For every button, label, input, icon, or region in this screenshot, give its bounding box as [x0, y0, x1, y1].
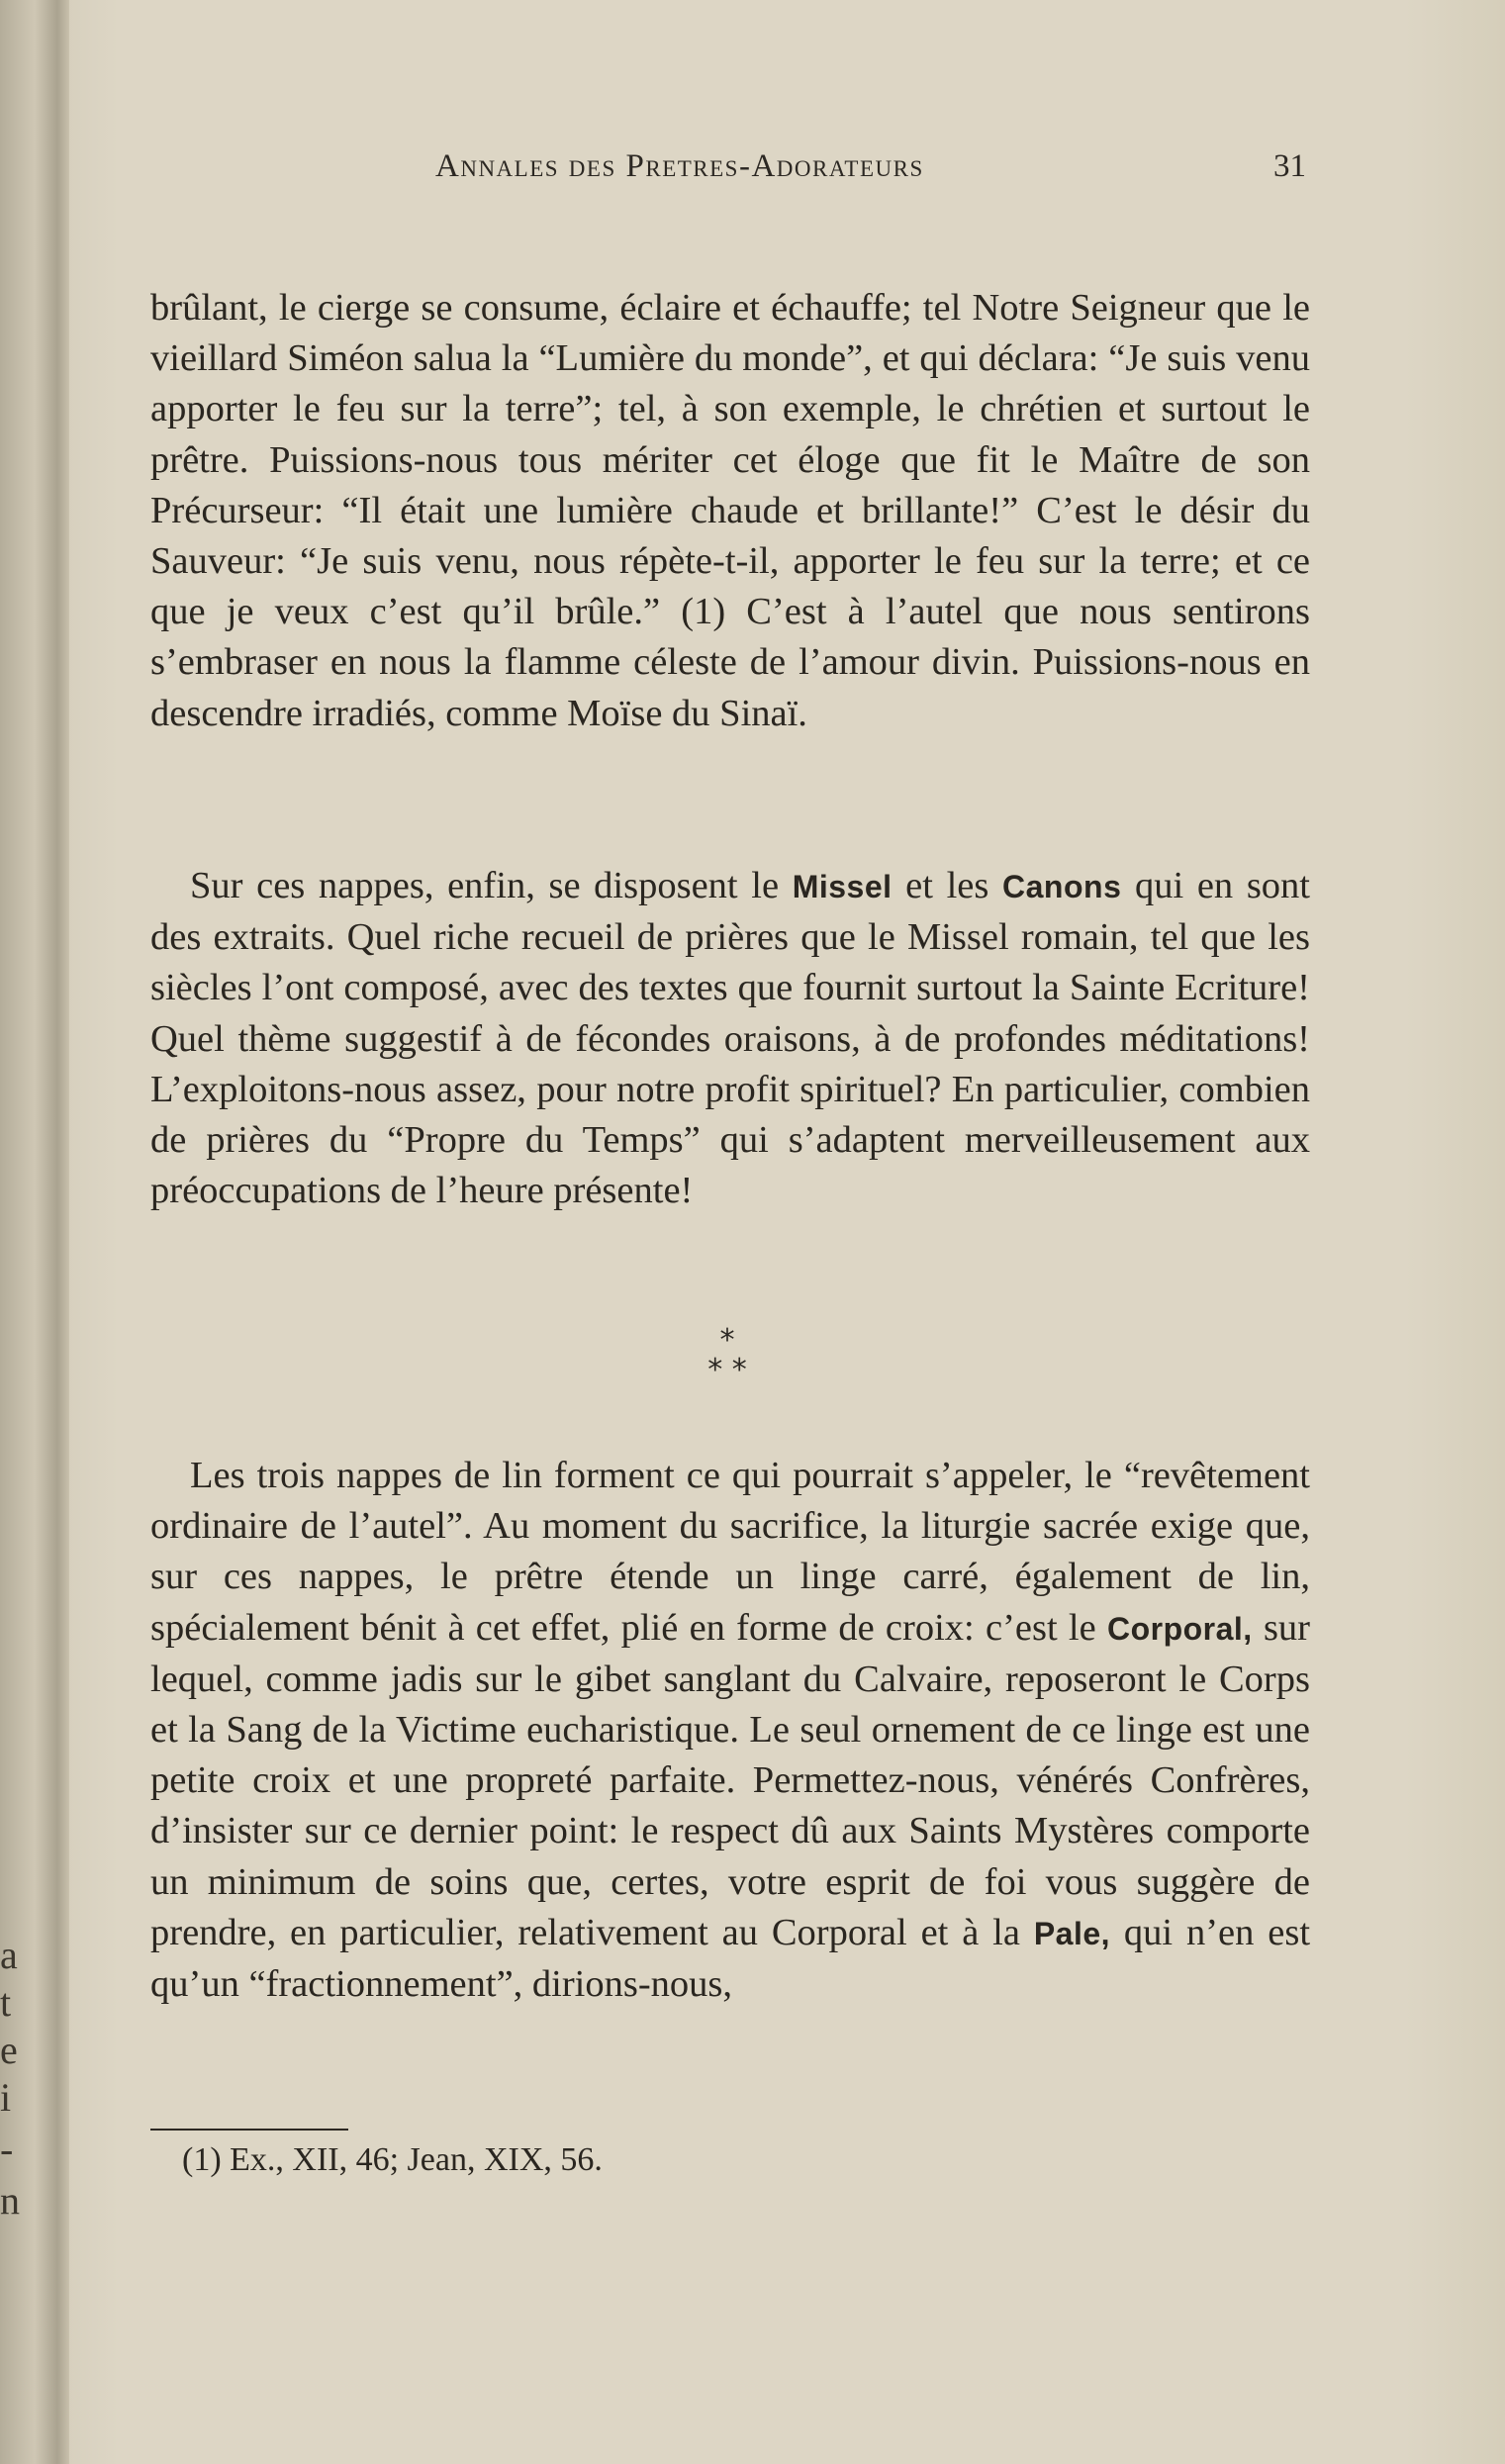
term-pale: Pale,	[1033, 1915, 1111, 1951]
page-header	[435, 148, 1306, 202]
paragraph-missel-text-b: et les	[905, 865, 989, 906]
footnote: (1) Ex., XII, 46; Jean, XIX, 56.	[182, 2141, 603, 2178]
paragraph-nappes-text-b: sur lequel, comme jadis sur le gibet sanglant du Calvaire, reposeront le Corps et la Sang de la Victime eucharistique. Le seul ornement de ce linge est une petite croix et une propreté parfaite. Permettez-nous, vénérés Confrères, d’insister sur ce dernier point: le respect dû aux Saints Mystères comporte un minimum de soins que, certes, votre esprit de foi vous suggère de prendre, en particulier, relativement au Corporal et à la	[150, 1606, 1310, 1953]
term-corporal: Corporal,	[1106, 1610, 1253, 1647]
margin-bleed-letter: t	[0, 1980, 12, 2025]
margin-bleed-letter: a	[0, 1933, 18, 1977]
margin-bleed-letter: e	[0, 2028, 18, 2072]
paragraph-missel-text-c: qui en sont des extraits. Quel riche recueil de prières que le Missel romain, tel que les siècles l’ont composé, avec des textes que fournit surtout la Sainte Ecriture! Quel thème suggestif à de fécondes oraisons, à de profondes méditations! L’exploitons-nous assez, pour notre profit spirituel? En particulier, combien de prières du “Propre du Temps” qui s’adaptent merveilleusement aux préoccupations de l’heure présente!	[150, 865, 1310, 1212]
footnote-rule	[150, 2129, 348, 2131]
paragraph-nappes-text-c: qui n’en est qu’un “fractionnement”, dirions-nous,	[150, 1911, 1311, 2006]
margin-bleed-letter: n	[0, 2178, 20, 2223]
paragraph-nappes	[150, 1451, 1310, 2010]
page-number: 31	[1273, 148, 1306, 184]
asterism-bottom: * *	[707, 1353, 747, 1387]
term-canons: Canons	[1002, 869, 1122, 904]
section-asterism	[683, 1323, 772, 1387]
paragraph-missel-text-a: Sur ces nappes, enfin, se disposent le	[190, 865, 780, 906]
term-missel: Missel	[792, 869, 893, 904]
margin-bleed-letter: i	[0, 2075, 12, 2120]
paragraph-brulant: brûlant, le cierge se consume, éclaire et échauffe; tel Notre Seigneur que le vieillard Siméon salua la “Lumière du monde”, et qui déclara: “Je suis venu apporter le feu sur la terre”; tel, à son exemple, le chrétien et surtout le prêtre. Puissions-nous tous mériter cet éloge que fit le Maître de son Précurseur: “Il était une lumière chaude et brillante!” C’est le désir du Sauveur: “Je suis venu, nous répète-t-il, apporter le feu sur la terre; et ce que je veux c’est qu’il brûle.” (1) C’est à l’autel que nous sentirons s’embraser en nous la flamme céleste de l’amour divin. Puissions-nous en descendre irradiés, comme Moïse du Sinaï.	[150, 287, 1310, 734]
paragraph-nappes-text-a: Les trois nappes de lin forment ce qui pourrait s’appeler, le “revêtement ordinaire de l’autel”. Au moment du sacrifice, la liturgie sacrée exige que, sur ces nappes, le prêtre étende un linge carré, également de lin, spécialement bénit à cet effet, plié en forme de croix: c’est le	[150, 1455, 1310, 1649]
asterism-top: *	[719, 1323, 735, 1358]
paragraph-missel	[150, 861, 1310, 1216]
running-title: Annales des Pretres-Adorateurs	[435, 148, 924, 184]
margin-bleed-letter: -	[0, 2127, 14, 2171]
